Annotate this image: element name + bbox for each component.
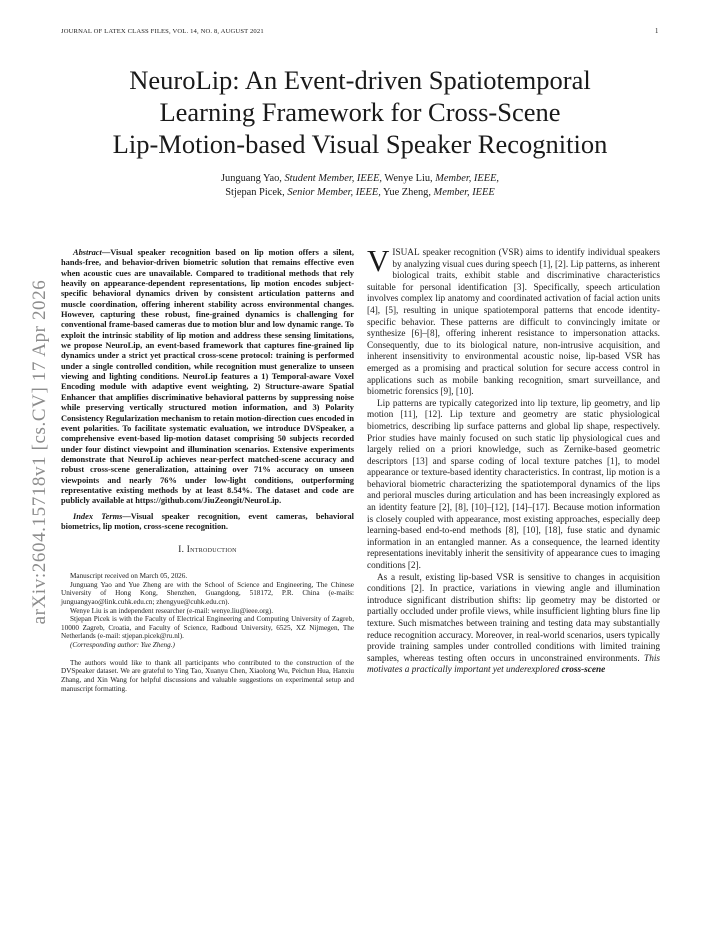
footnote: (Corresponding author: Yue Zheng.) — [70, 641, 175, 650]
page-number: 1 — [655, 28, 659, 35]
right-column — [367, 243, 660, 677]
title-line: Learning Framework for Cross-Scene — [159, 97, 561, 127]
section-title: Introduction — [186, 544, 237, 555]
body-paragraph — [367, 243, 660, 399]
body-paragraph — [367, 573, 660, 677]
footnote: Stjepan Picek is with the Faculty of Electrical Engineering and Computing University of Zagreb, 10000 Zagreb, Croatia, and Faculty of Science, Radboud University, 6525, XZ Nijmegen, The Netherlands (e-mail: stjepan.picek@ru.nl). — [61, 615, 354, 641]
author-role: Member, IEEE — [433, 187, 495, 198]
emphasis-text: This motivates a practically important yet underexplored — [367, 653, 660, 676]
abstract-label: Abstract — [73, 248, 102, 257]
author-role: Student Member, IEEE, — [284, 173, 383, 184]
acknowledgement: The authors would like to thank all participants who contributed to the construction of the DVSpeaker dataset. We are grateful to Ying Tao, Xuanyu Chen, Xiaolong Wu, Peichun Hua, Hanxiu Zhang, and Xin Wang for helpful discussions and valuable suggestions on experimental setup and manuscript formatting. — [61, 658, 354, 693]
abstract-text: —Visual speaker recognition based on lip motion offers a silent, hands-free, and behavior-driven biometric solution that remains effective even when acoustic cues are unavailable. Compared to traditional methods that rely heavily on appearance-dependent representations, lip motion encodes subject-specific behavioral dynamics driven by consistent articulation patterns and muscle coordination, offering inherent stability across environmental changes. However, capturing these robust, fine-grained dynamics is challenging for conventional frame-based cameras due to motion blur and low dynamic range. To exploit the intrinsic stability of lip motion and address these sensing limitations, we propose NeuroLip, an event-based framework that captures fine-grained lip dynamics under a strict yet practical cross-scene protocol: training is performed under a single controlled condition, while recognition must generalize to unseen viewing and lighting conditions. NeuroLip features a 1) Temporal-aware Voxel Encoding module with adaptive event weighting, 2) Structure-aware Spatial Enhancer that amplifies discriminative behavioral patterns by suppressing noise while preserving vertically structured motion information, and 3) Polarity Consistency Regularization mechanism to retain motion-direction cues encoded in event polarities. To facilitate systematic evaluation, we introduce DVSpeaker, a comprehensive event-based lip-motion dataset comprising 50 subjects recorded under four distinct viewpoint and illumination scenarios. Extensive experiments demonstrate that NeuroLip achieves near-perfect matched-scene accuracy and robust cross-scene generalization, attaining over 71% accuracy on unseen viewpoints and nearly 76% under low-light conditions, outperforming representative existing methods by at least 8.54%. The dataset and code are publicly available at https://github.com/JiuZeongit/NeuroLip. — [61, 248, 354, 506]
footnote: Junguang Yao and Yue Zheng are with the School of Science and Engineering, The Chinese University of Hong Kong, Shenzhen, Guangdong, 518172, P.R. China (e-mails: junguangyao@link.cuhk.edu.cn; zhengyue@cuhk.edu.cn). — [61, 580, 354, 606]
author-list — [60, 172, 660, 200]
title-line: Lip-Motion-based Visual Speaker Recognition — [112, 129, 608, 159]
author-role: Member, IEEE, — [435, 173, 500, 184]
paragraph-text: As a result, existing lip-based VSR is sensitive to changes in acquisition conditions [2]. In practice, variations in viewing angle and illumination introduce significant distribution shifts: lip geometry may be distorted or partially occluded under profile views, while insufficient lighting blurs fine lip texture. Such mismatches between training and testing data may substantially reduce recognition accuracy. Moreover, in real-world scenarios, users typically provide training samples under controlled conditions with limited training samples, whereas testing often occurs in unconstrained environments. — [367, 572, 660, 664]
author-line — [60, 186, 660, 200]
author-role: Senior Member, IEEE, — [287, 187, 381, 198]
author-name: Wenye Liu, — [382, 173, 436, 184]
strong-emphasis-text: cross-scene — [561, 665, 606, 676]
author-name: Yue Zheng, — [380, 187, 434, 198]
author-name: Stjepan Picek, — [225, 187, 288, 198]
author-line — [60, 172, 660, 186]
footnotes — [61, 572, 354, 650]
section-heading — [61, 544, 354, 556]
paragraph-text: speaker recognition (VSR) aims to identify individual speakers by analyzing visual cues during speech [1], [2]. Lip patterns, as inherent biological traits, exhibit stable and discriminative characteristics suitable for personal identification [3]. Specifically, speech articulation involves complex lip anatomy and coordinated activation of facial action units [4], [5], resulting in unique spatiotemporal patterns that encode identity-specific behavior. These patterns are difficult to convincingly imitate or synthesize [6]–[8], offering inherent resistance to impersonation attacks. Consequently, due to its biological nature, non-intrusive acquisition, and inherent insensitivity to environmental acoustic noise, lip-based VSR has emerged as a promising and practical solution for secure access control in applications such as mobile banking recognition, smart surveillance, and biometric forensics [9], [10]. — [367, 248, 660, 398]
footnote: Wenye Liu is an independent researcher (e-mail: wenye.liu@ieee.org). — [70, 606, 274, 615]
index-terms — [61, 512, 354, 533]
abstract — [61, 248, 354, 507]
author-name: Junguang Yao, — [220, 173, 285, 184]
drop-cap: V — [367, 243, 390, 278]
left-column — [61, 248, 354, 701]
running-header: JOURNAL OF LATEX CLASS FILES, VOL. 14, NO. 8, AUGUST 2021 — [61, 28, 264, 35]
index-terms-label: Index Terms — [73, 511, 123, 521]
index-terms-text: —Visual speaker recognition, event cameras, behavioral biometrics, lip motion, cross-scene recognition. — [61, 511, 354, 531]
lead-word: ISUAL — [392, 248, 420, 258]
section-number: I. — [178, 544, 187, 555]
body-paragraph: Lip patterns are typically categorized into lip texture, lip geometry, and lip motion [11], [12]. Lip texture and geometry are static physiological biometrics, describing lip surface patterns and global lip shape, respectively. Prior studies have mainly focused on such static lip physiological cues and largely relied on a priori knowledge, such as Zernike-based geometric descriptors [13] and sparse coding of local texture patches [1], to model appearance or texture-based identity characteristics. In contrast, lip motion is a behavioral biometric characterizing the spatiotemporal dynamics of the lips and perioral muscles during articulation and has been increasingly explored as an identity feature [2], [8], [10]–[12], [14]–[17]. Because motion information is closely coupled with appearance, most existing approaches, especially deep learning-based end-to-end methods [8], [10], [18], fuse static and dynamic information in an entangled manner. As a consequence, the learned identity representations inevitably inherit the sensitivity of appearance cues to imaging conditions [2]. — [367, 398, 660, 572]
paper-title — [60, 64, 660, 160]
title-line: NeuroLip: An Event-driven Spatiotemporal — [129, 65, 591, 95]
arxiv-watermark: arXiv:2604.15718v1 [cs.CV] 17 Apr 2026 — [29, 279, 50, 625]
footnote: Manuscript received on March 05, 2026. — [70, 571, 188, 580]
